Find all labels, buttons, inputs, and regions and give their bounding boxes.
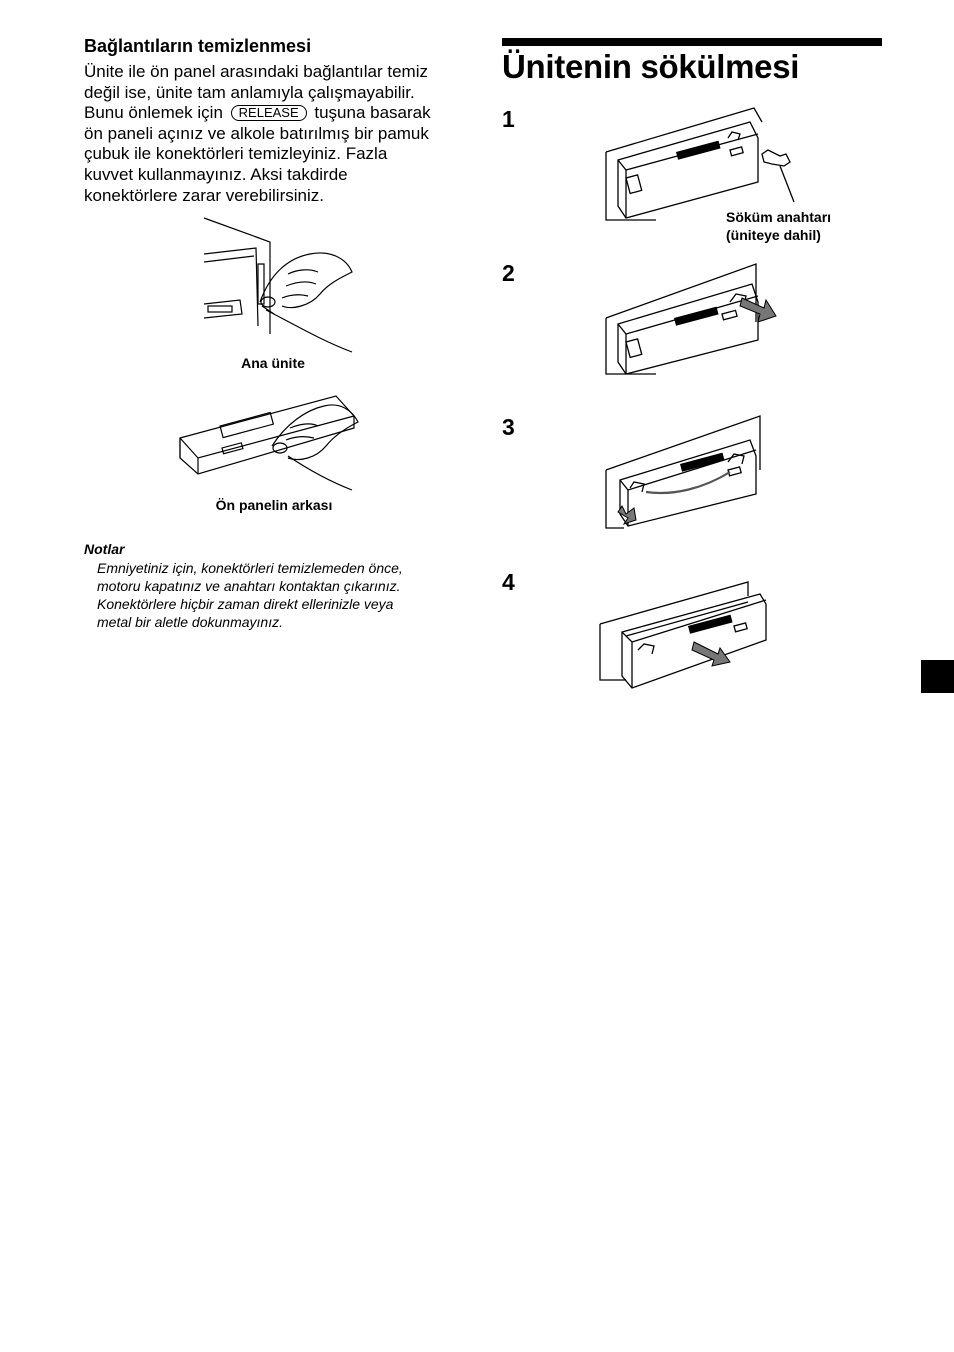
body-line: Ünite ile ön panel arasındaki bağlantılar temiz bbox=[84, 62, 428, 81]
section-heading-cleaning: Bağlantıların temizlenmesi bbox=[84, 36, 312, 56]
step-3-illustration bbox=[604, 414, 764, 532]
body-line: kuvvet kullanmayınız. Aksi takdirde bbox=[84, 164, 348, 184]
body-line: çubuk ile konektörleri temizleyiniz. Fazla bbox=[84, 144, 388, 164]
step-number-2: 2 bbox=[502, 260, 515, 286]
step-number-4: 4 bbox=[502, 569, 515, 595]
title-rule bbox=[502, 38, 882, 46]
body-text-after-key: tuşuna basarak bbox=[314, 103, 431, 123]
notes-line: Konektörlere hiçbir zaman direkt ellerinizle veya bbox=[97, 596, 394, 612]
body-text-before-key: Bunu önlemek için bbox=[84, 103, 223, 123]
step-1-illustration bbox=[604, 104, 804, 224]
body-line: ön paneli açınız ve alkole batırılmış bir pamuk bbox=[84, 123, 429, 143]
notes-title: Notlar bbox=[84, 541, 125, 557]
notes-body bbox=[97, 559, 457, 631]
notes-line: Emniyetiniz için, konektörleri temizlemeden önce, bbox=[97, 560, 403, 576]
cleaning-body-text bbox=[84, 62, 469, 206]
body-line: konektörlere zarar verebilirsiniz. bbox=[84, 185, 324, 205]
caption-main-unit: Ana ünite bbox=[241, 355, 305, 371]
main-unit-cleaning-illustration bbox=[200, 214, 360, 354]
step-number-1: 1 bbox=[502, 106, 515, 132]
removal-key-label-line: Söküm anahtarı bbox=[726, 209, 832, 225]
notes-line: metal bir aletle dokunmayınız. bbox=[97, 614, 283, 630]
step-4-illustration bbox=[598, 580, 772, 692]
notes-line: motoru kapatınız ve anahtarı kontaktan çıkarınız. bbox=[97, 578, 401, 594]
section-title-removal: Ünitenin sökülmesi bbox=[502, 48, 800, 85]
step-number-3: 3 bbox=[502, 414, 515, 440]
body-line: değil ise, ünite tam anlamıyla çalışmayabilir. bbox=[84, 82, 415, 102]
front-panel-cleaning-illustration bbox=[176, 388, 366, 498]
caption-front-panel: Ön panelin arkası bbox=[215, 497, 333, 513]
body-line-with-key bbox=[84, 103, 469, 124]
release-key-badge: RELEASE bbox=[231, 105, 307, 121]
removal-key-label bbox=[726, 208, 831, 244]
step-2-illustration bbox=[604, 262, 784, 378]
removal-key-label-line: (üniteye dahil) bbox=[726, 227, 821, 243]
page-side-tab bbox=[921, 660, 954, 693]
